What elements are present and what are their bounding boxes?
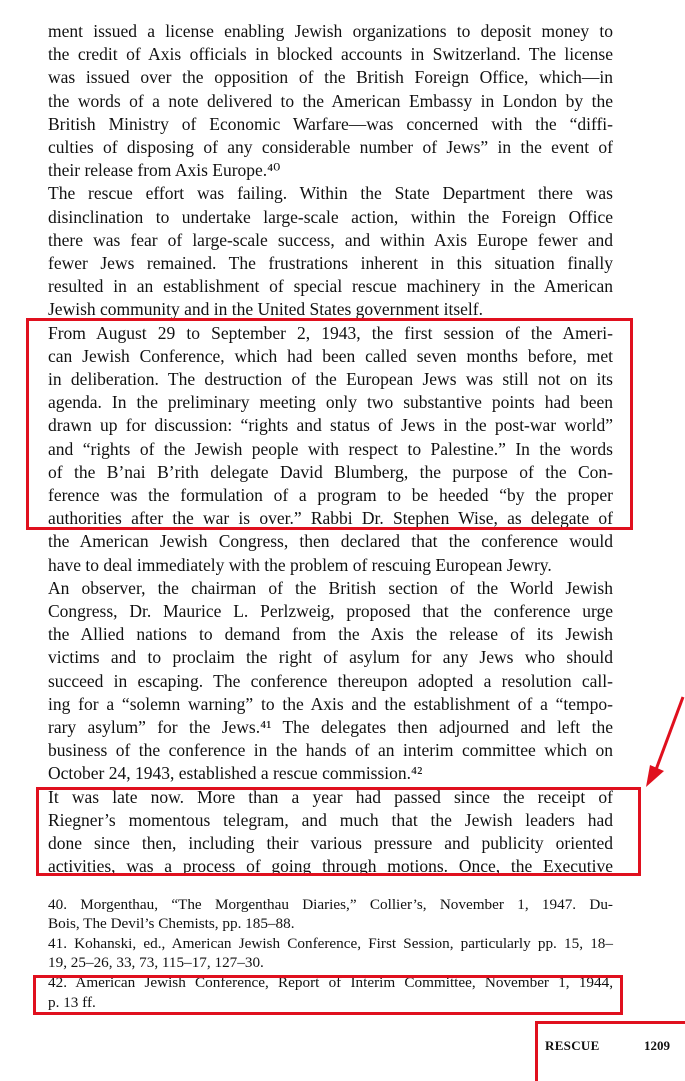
footnote-line: 40. Morgenthau, “The Morgenthau Diaries,” Collier’s, November 1, 1947. Du- (48, 896, 613, 913)
body-line: From August 29 to September 2, 1943, the first session of the Ameri- (48, 322, 613, 343)
body-line: fewer Jews remained. The frustrations inherent in this situation finally (48, 253, 613, 273)
body-line: the American Jewish Congress, then declared that the conference would (48, 531, 613, 552)
body-line: drawn up for discussion: “rights and status of Jews in the post-war world” (48, 415, 613, 436)
body-line: activities, was a process of going through motions. Once, the Executive (48, 856, 613, 877)
body-line: victims and to proclaim the right of asylum for any Jews who should (48, 647, 613, 668)
body-line: have to deal immediately with the problem of rescuing European Jewry. (48, 554, 552, 575)
body-line: British Ministry of Economic Warfare—was concerned with the “diffi- (48, 113, 613, 134)
body-line: there was fear of large-scale success, and within Axis Europe fewer and (48, 229, 613, 250)
running-head: RESCUE (545, 1038, 600, 1053)
body-line: resulted in an establishment of special rescue machinery in the American (48, 276, 613, 297)
body-line: rary asylum” for the Jews.⁴¹ The delegates then adjourned and left the (48, 717, 613, 737)
body-line: the credit of Axis officials in blocked accounts in Switzerland. The license (48, 44, 613, 65)
body-line: can Jewish Conference, which had been called seven months before, met (48, 345, 613, 366)
body-line: the Allied nations to demand from the Axis the release of its Jewish (48, 624, 613, 645)
footnote-line: 19, 25–26, 33, 73, 115–17, 127–30. (48, 954, 264, 972)
body-line: the words of a note delivered to the American Embassy in London by the (48, 90, 613, 111)
body-line: agenda. In the preliminary meeting only two substantive points had been (48, 392, 613, 413)
body-line: done since then, including their various pressure and publicity oriented (48, 833, 613, 853)
footnote-line: Bois, The Devil’s Chemists, pp. 185–88. (48, 915, 295, 933)
highlight-box-excerpt (36, 787, 641, 876)
body-line: in deliberation. The destruction of the European Jews was still not on its (48, 369, 613, 389)
body-line: authorities after the war is over.” Rabbi Dr. Stephen Wise, as delegate of (48, 508, 613, 529)
body-line: business of the conference in the hands of an interim committee which on (48, 740, 613, 761)
highlight-box-footnote (33, 975, 623, 1015)
body-line: ference was the formulation of a program to be heeded “by the proper (48, 485, 613, 505)
body-line: was issued over the opposition of the British Foreign Office, which—in (48, 67, 613, 88)
footnote-line: 41. Kohanski, ed., American Jewish Conference, First Session, particularly pp. 15, 18– (48, 934, 613, 952)
body-line: October 24, 1943, established a rescue commission.⁴² (48, 763, 423, 784)
body-line: disinclination to undertake large-scale action, within the Foreign Office (48, 206, 613, 227)
footnote-line: 42. American Jewish Conference, Report of Interim Committee, November 1, 1944, (48, 974, 613, 991)
body-line: ing for a “solemn warning” to the Axis and the establishment of a “tempo- (48, 693, 613, 714)
body-line: of the B’nai B’rith delegate David Blumberg, the purpose of the Con- (48, 461, 613, 482)
body-line: and “rights of the Jewish people with respect to Palestine.” In the words (48, 438, 613, 459)
page-number: 1209 (644, 1038, 670, 1053)
body-line: succeed in escaping. The conference thereupon adopted a resolution call- (48, 670, 613, 691)
body-line: ment issued a license enabling Jewish organizations to deposit money to (48, 21, 613, 41)
body-line: Jewish community and in the United States government itself. (48, 299, 483, 320)
body-line: An observer, the chairman of the British section of the World Jewish (48, 577, 613, 598)
body-line: It was late now. More than a year had passed since the receipt of (48, 786, 613, 807)
body-line: The rescue effort was failing. Within the State Department there was (48, 183, 613, 204)
highlight-box-paragraph (26, 318, 633, 530)
body-line: Riegner’s momentous telegram, and much that the Jewish leaders had (48, 809, 613, 830)
body-line: culties of disposing of any considerable number of Jews” in the event of (48, 137, 613, 157)
highlight-box-page-number (535, 1021, 685, 1081)
red-arrow-icon (640, 695, 685, 790)
body-line: their release from Axis Europe.⁴⁰ (48, 160, 281, 181)
body-line: Congress, Dr. Maurice L. Perlzweig, proposed that the conference urge (48, 601, 613, 621)
footnote-line: p. 13 ff. (48, 994, 96, 1011)
